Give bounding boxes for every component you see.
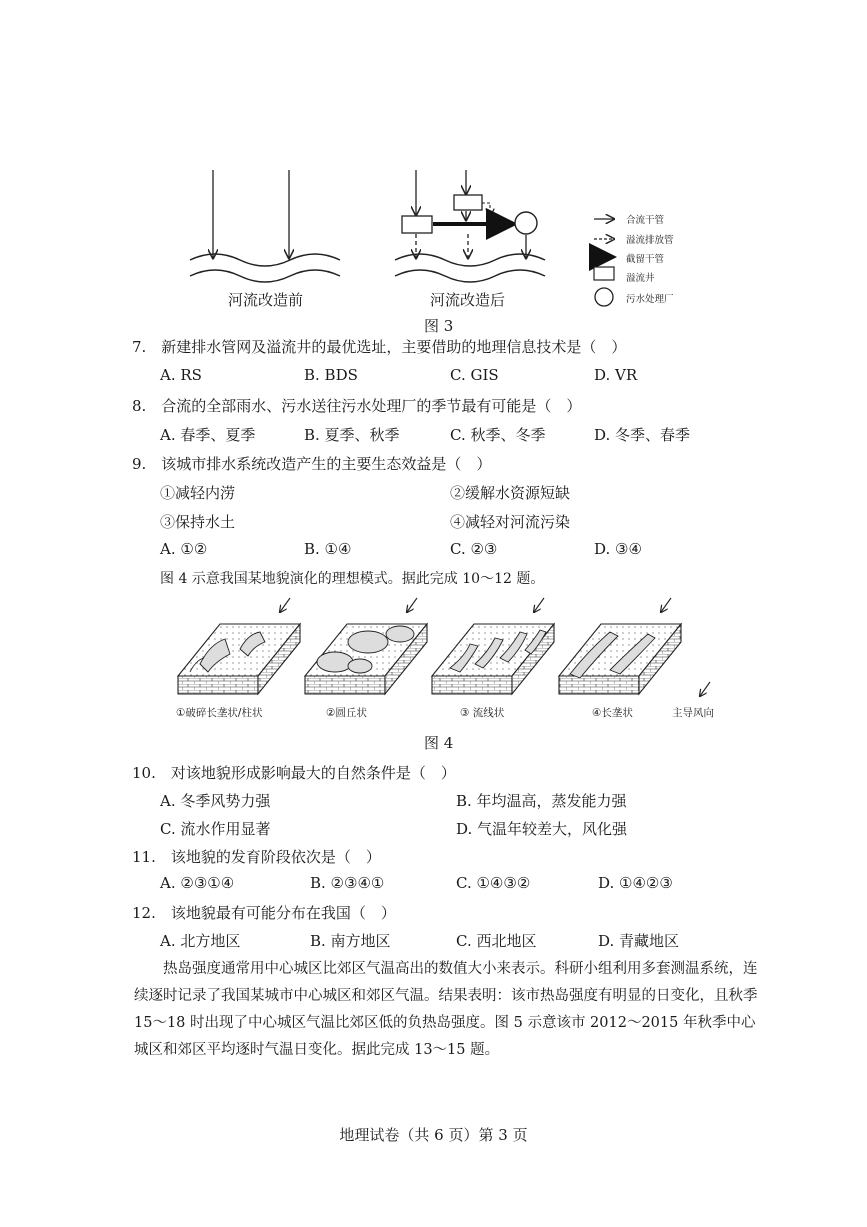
label-before: 河流改造前 (228, 291, 304, 309)
q9-item-1: ①减轻内涝 (160, 484, 236, 502)
q10-option-d[interactable]: D. 气温年较差大，风化强 (456, 820, 628, 838)
rectangle-icon (594, 267, 614, 280)
wind-direction-arrow-icon (700, 682, 710, 696)
q7-option-c[interactable]: C. GIS (450, 366, 499, 384)
q12-option-b[interactable]: B. 南方地区 (310, 932, 391, 950)
q9-option-c[interactable]: C. ②③ (450, 540, 498, 558)
q8-option-c[interactable]: C. 秋季、冬季 (450, 426, 546, 444)
q11-option-c[interactable]: C. ①④③② (456, 874, 531, 892)
q12-option-a[interactable]: A. 北方地区 (160, 932, 241, 950)
label-after: 河流改造后 (430, 291, 506, 309)
figure4-wind-label: 主导风向 (672, 707, 714, 719)
landform-block-1 (178, 598, 300, 694)
q10-option-a[interactable]: A. 冬季风势力强 (160, 792, 271, 810)
figure4-label-2: ②圆丘状 (326, 707, 367, 719)
question-12-stem: 12. 该地貌最有可能分布在我国（ ） (132, 904, 396, 922)
question-9-stem: 9. 该城市排水系统改造产生的主要生态效益是（ ） (132, 455, 492, 473)
page-footer: 地理试卷（共 6 页）第 3 页 (339, 1126, 528, 1144)
figure4-label-3: ③ 流线状 (460, 707, 505, 719)
figure4-intro: 图 4 示意我国某地貌演化的理想模式。据此完成 10～12 题。 (160, 571, 545, 587)
question-7-stem: 7. 新建排水管网及溢流井的最优选址，主要借助的地理信息技术是（ ） (132, 338, 627, 356)
legend-label-3: 截留干管 (626, 254, 665, 265)
q9-item-3: ③保持水土 (160, 513, 236, 531)
figure4-label-1: ①破碎长垄状/柱状 (176, 707, 263, 719)
q9-option-b[interactable]: B. ①④ (304, 540, 352, 558)
question-10-stem: 10. 对该地貌形成影响最大的自然条件是（ ） (132, 764, 456, 782)
legend-label-5: 污水处理厂 (626, 294, 674, 305)
river-before-diagram (190, 170, 340, 282)
q7-option-b[interactable]: B. BDS (304, 366, 358, 384)
q11-option-b[interactable]: B. ②③④① (310, 874, 385, 892)
legend-label-2: 溢流排放管 (626, 235, 674, 246)
landform-block-3 (432, 598, 554, 694)
q12-option-d[interactable]: D. 青藏地区 (598, 932, 680, 950)
passage-text: 热岛强度通常用中心城区比郊区气温高出的数值大小来表示。科研小组利用多套测温系统，连续逐时记录了我国某城市中心城区和郊区气温。结果表明：该市热岛强度有明显的日变化，且秋季 15～18 时出现了中心城区气温比郊区低的负热岛强度。图 5 示意该市 2012～2015 年秋季中心城区和郊区平均逐时气温日变化。据此完成 13～15 题。 (134, 961, 758, 1058)
circle-icon (595, 288, 613, 306)
landform-block-2 (305, 598, 427, 694)
q10-option-b[interactable]: B. 年均温高，蒸发能力强 (456, 792, 627, 810)
q7-option-d[interactable]: D. VR (594, 366, 638, 384)
q7-option-a[interactable]: A. RS (160, 366, 202, 384)
q11-option-d[interactable]: D. ①④②③ (598, 874, 673, 892)
q9-option-d[interactable]: D. ③④ (594, 540, 642, 558)
legend-label-4: 溢流井 (626, 273, 655, 284)
q9-item-4: ④减轻对河流污染 (450, 513, 571, 531)
figure4-diagram (170, 594, 740, 712)
q11-option-a[interactable]: A. ②③①④ (160, 874, 235, 892)
legend-label-1: 合流干管 (626, 215, 665, 226)
figure4-caption: 图 4 (424, 734, 454, 752)
q12-option-c[interactable]: C. 西北地区 (456, 932, 537, 950)
q9-option-a[interactable]: A. ①② (160, 540, 208, 558)
river-after-diagram (395, 170, 545, 282)
q8-option-a[interactable]: A. 春季、夏季 (160, 426, 256, 444)
q8-option-d[interactable]: D. 冬季、春季 (594, 426, 691, 444)
q10-option-c[interactable]: C. 流水作用显著 (160, 820, 271, 838)
q9-item-2: ②缓解水资源短缺 (450, 484, 571, 502)
figure3-caption: 图 3 (424, 317, 454, 335)
landform-block-4 (559, 598, 681, 694)
figure3-legend-icons (594, 219, 614, 306)
q8-option-b[interactable]: B. 夏季、秋季 (304, 426, 400, 444)
question-11-stem: 11. 该地貌的发育阶段依次是（ ） (132, 848, 381, 866)
question-8-stem: 8. 合流的全部雨水、污水送往污水处理厂的季节最有可能是（ ） (132, 397, 582, 415)
figure4-label-4: ④长垄状 (592, 707, 633, 719)
